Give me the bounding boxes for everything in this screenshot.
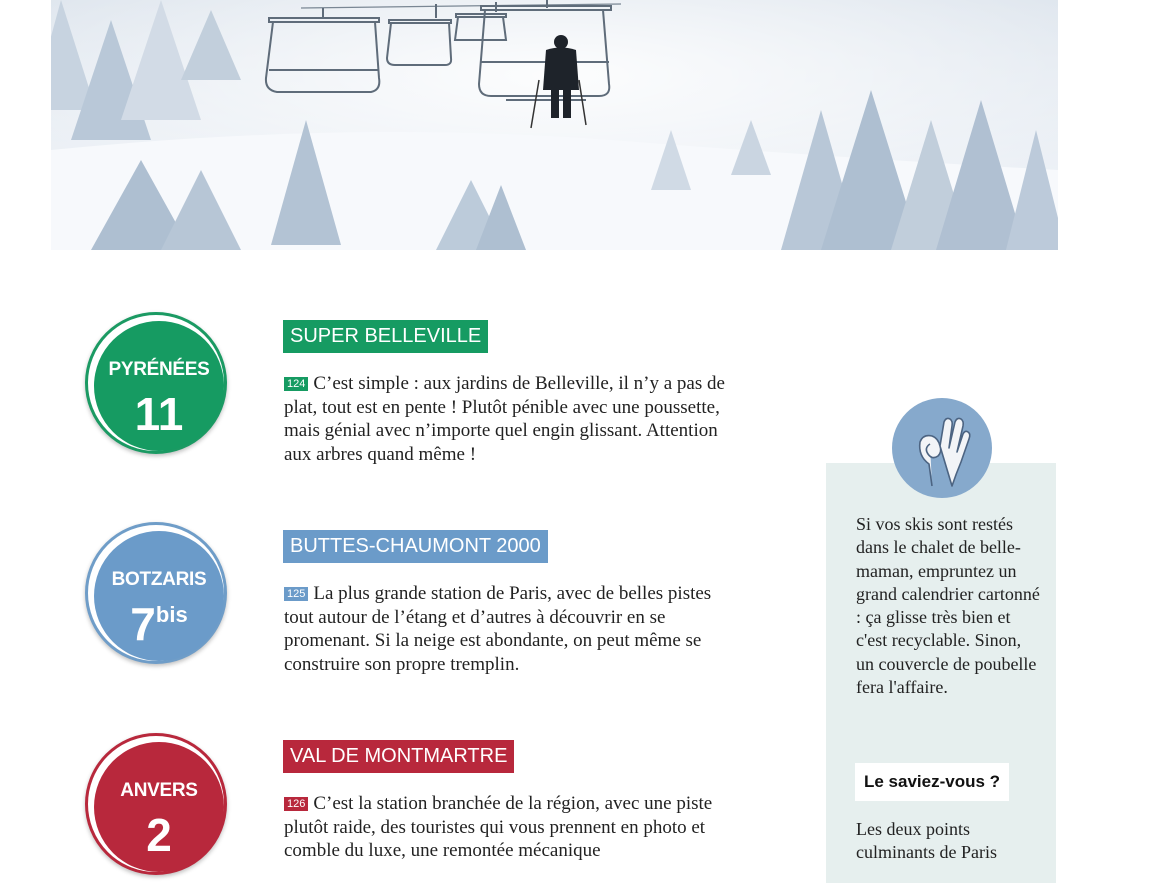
roundel-inner <box>94 742 224 872</box>
line-number-value: 11 <box>134 388 184 440</box>
line-number <box>94 800 224 861</box>
section-body: La plus grande station de Paris, avec de belles pistes tout autour de l’étang et d’autres à découvrir en se promenant. Si la neige est abondante, on peut même se construire son propre tremplin. <box>284 583 712 675</box>
station-name: PYRÉNÉES <box>108 359 210 380</box>
hero-image <box>51 0 1058 250</box>
ok-hand-icon <box>892 398 992 498</box>
roundel-inner <box>94 531 224 661</box>
metro-roundel-anvers <box>85 733 227 875</box>
line-number-value: 7 <box>130 598 156 650</box>
station-name: BOTZARIS <box>111 569 207 590</box>
line-number <box>94 379 224 440</box>
item-number: 124 <box>284 377 308 391</box>
did-you-know-text: Les deux points culminants de Paris <box>856 819 997 863</box>
item-number: 125 <box>284 587 308 601</box>
chairlift-snow-scene <box>51 0 1058 250</box>
section-title-val-de-montmartre: VAL DE MONTMARTRE <box>283 740 514 773</box>
line-number-value: 2 <box>146 809 172 861</box>
section-body: C’est la station branchée de la région, avec une piste plutôt raide, des touristes qui vous prennent en photo et comble du luxe, une remontée mécanique <box>284 793 713 861</box>
station-name: ANVERS <box>120 780 198 801</box>
ok-hand-icon-graphic <box>892 398 992 498</box>
metro-roundel-botzaris <box>85 522 227 664</box>
section-title-super-belleville: SUPER BELLEVILLE <box>283 320 488 353</box>
roundel-inner <box>94 321 224 451</box>
section-title-buttes-chaumont: BUTTES-CHAUMONT 2000 <box>283 530 548 563</box>
line-number <box>94 589 224 650</box>
metro-roundel-pyrenees <box>85 312 227 454</box>
did-you-know-label: Le saviez-vous ? <box>855 763 1009 801</box>
line-suffix: bis <box>155 602 188 627</box>
section-text <box>284 792 744 863</box>
section-body: C’est simple : aux jardins de Belleville, il n’y a pas de plat, tout est en pente ! Plutôt pénible avec une poussette, mais génial avec n’importe quel engin glissant. Attention aux arbres quand même ! <box>284 373 725 465</box>
item-number: 126 <box>284 797 308 811</box>
section-text <box>284 582 744 676</box>
sidebar-tip-text: Si vos skis sont restés dans le chalet de belle-maman, empruntez un grand calendrier cartonné : ça glisse très bien et c'est recyclable. Sinon, un couvercle de poubelle fera l'affaire. <box>856 514 1040 698</box>
section-text <box>284 372 744 466</box>
